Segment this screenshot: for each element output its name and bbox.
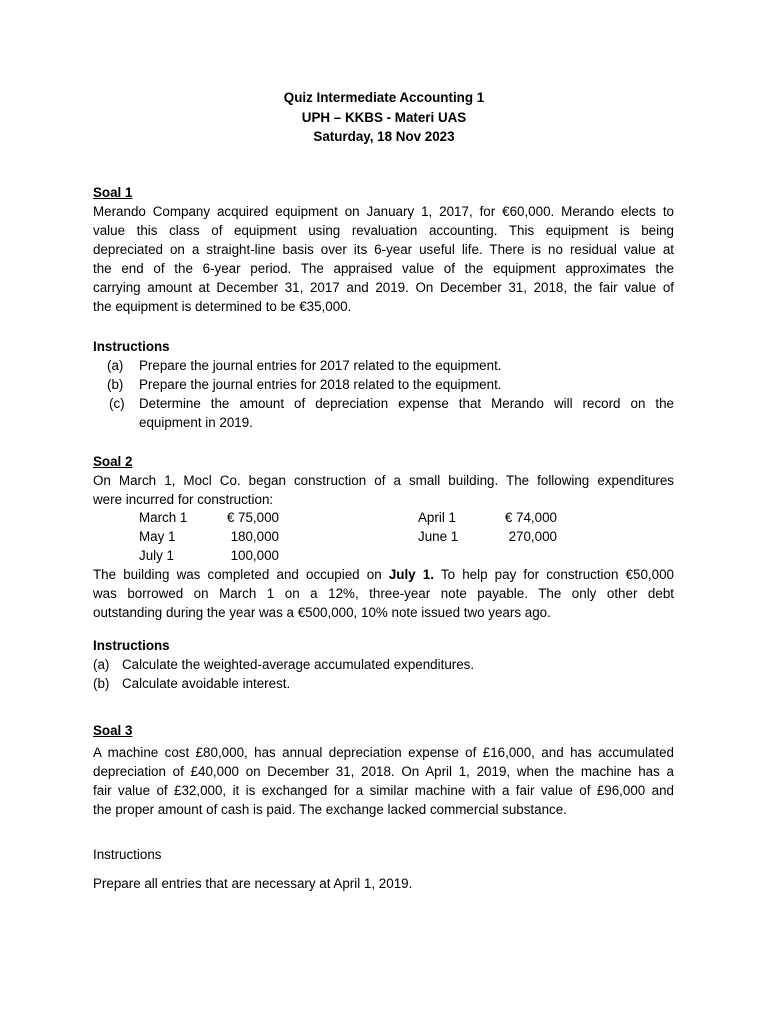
item-text: Calculate the weighted-average accumulated expenditures. bbox=[122, 657, 475, 672]
expenditure-amount: 100,000 bbox=[230, 548, 279, 563]
soal1-title: Soal 1 bbox=[93, 185, 133, 200]
soal2-instructions bbox=[93, 636, 674, 693]
item-label: (b) bbox=[107, 377, 124, 392]
instruction-item-continued bbox=[93, 413, 674, 432]
item-label: (b) bbox=[93, 676, 110, 691]
item-text: Determine the amount of depreciation expense that Merando will record on the bbox=[139, 396, 674, 411]
soal1-line: depreciated on a straight-line basis over its 6-year useful life. There is no residual value at bbox=[93, 242, 674, 257]
instruction-item bbox=[93, 394, 674, 413]
item-text: Prepare the journal entries for 2018 related to the equipment. bbox=[139, 377, 502, 392]
soal1-line: carrying amount at December 31, 2017 and 2019. On December 31, 2018, the fair value of bbox=[93, 280, 674, 295]
soal2-line: outstanding during the year was a €500,000, 10% note issued two years ago. bbox=[93, 605, 551, 620]
bold-date: July 1. bbox=[388, 567, 434, 582]
soal3-instruction-text bbox=[93, 874, 674, 893]
instruction-item bbox=[93, 674, 674, 693]
instructions-heading: Instructions bbox=[93, 638, 170, 653]
text-run: The building was completed and occupied on bbox=[93, 567, 389, 582]
instruction-item bbox=[93, 356, 674, 375]
soal3-instructions bbox=[93, 845, 674, 864]
expenditure-date: May 1 bbox=[139, 529, 176, 544]
instruction-item bbox=[93, 655, 674, 674]
header-title: Quiz Intermediate Accounting 1 bbox=[283, 90, 485, 105]
soal1-section bbox=[93, 183, 674, 316]
expenditure-date: June 1 bbox=[418, 529, 459, 544]
expenditure-date: March 1 bbox=[139, 510, 188, 525]
document-header bbox=[0, 88, 768, 147]
soal3-line: fair value of £32,000, it is exchanged for a similar machine with a fair value of £96,000 and bbox=[93, 783, 674, 798]
item-label: (a) bbox=[107, 358, 124, 373]
item-text: Prepare the journal entries for 2017 related to the equipment. bbox=[139, 358, 502, 373]
expenditure-amount: 270,000 bbox=[508, 529, 557, 544]
item-text: equipment in 2019. bbox=[139, 415, 253, 430]
soal3-line: depreciation of £40,000 on December 31, 2018. On April 1, 2019, when the machine has a bbox=[93, 764, 674, 779]
soal1-instructions bbox=[93, 337, 674, 432]
item-label: (a) bbox=[93, 657, 110, 672]
expenditure-amount: 180,000 bbox=[230, 529, 279, 544]
expenditure-row bbox=[93, 527, 674, 546]
expenditures-table bbox=[93, 508, 674, 565]
header-institution: UPH – KKBS - Materi UAS bbox=[301, 109, 467, 125]
soal1-paragraph bbox=[93, 202, 674, 316]
expenditure-amount: € 74,000 bbox=[504, 510, 557, 525]
expenditure-row bbox=[93, 508, 674, 527]
soal2-line: was borrowed on March 1 on a 12%, three-year note payable. The only other debt bbox=[93, 586, 674, 601]
soal3-section bbox=[93, 721, 674, 740]
soal3-line: A machine cost £80,000, has annual depreciation expense of £16,000, and has accumulated bbox=[93, 745, 674, 760]
soal3-title: Soal 3 bbox=[93, 723, 133, 738]
soal2-section bbox=[93, 452, 674, 509]
item-text: Calculate avoidable interest. bbox=[122, 676, 291, 691]
instructions-heading: Instructions bbox=[93, 847, 162, 862]
instructions-heading: Instructions bbox=[93, 339, 170, 354]
soal1-line: the equipment is determined to be €35,000. bbox=[93, 299, 352, 314]
soal2-line: were incurred for construction: bbox=[93, 492, 274, 507]
item-label: (c) bbox=[109, 396, 125, 411]
soal2-line bbox=[93, 565, 674, 584]
soal2-paragraph bbox=[93, 565, 674, 622]
expenditure-date: April 1 bbox=[418, 510, 456, 525]
soal1-line: the end of the 6-year period. The appraised value of the equipment approximates the bbox=[93, 261, 674, 276]
header-date: Saturday, 18 Nov 2023 bbox=[313, 129, 455, 144]
soal2-line: On March 1, Mocl Co. began construction of a small building. The following expenditures bbox=[93, 473, 674, 488]
text-run: To help pay for construction €50,000 bbox=[433, 567, 674, 582]
expenditure-row bbox=[93, 546, 674, 565]
instruction-item bbox=[93, 375, 674, 394]
expenditure-amount: € 75,000 bbox=[226, 510, 279, 525]
soal3-paragraph bbox=[93, 743, 674, 819]
instruction-text: Prepare all entries that are necessary at April 1, 2019. bbox=[93, 876, 413, 891]
soal2-title: Soal 2 bbox=[93, 454, 133, 469]
expenditure-date: July 1 bbox=[139, 548, 174, 563]
soal1-line: Merando Company acquired equipment on January 1, 2017, for €60,000. Merando elects to bbox=[93, 204, 674, 219]
soal3-line: the proper amount of cash is paid. The exchange lacked commercial substance. bbox=[93, 802, 567, 817]
soal1-line: value this class of equipment using revaluation accounting. This equipment is being bbox=[93, 223, 674, 238]
